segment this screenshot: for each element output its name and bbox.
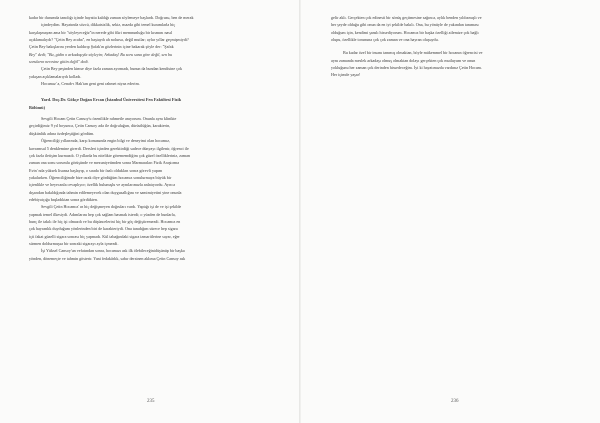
text-line: Bu kadar özel bir insanı tanımış olmaktan, böyle mükemmel bir hocanın öğrencisi ve [343, 50, 483, 56]
text-line: yakışan açıklamalarıydı kolladı. [29, 73, 82, 79]
book-gutter [299, 0, 301, 423]
prayer-line: Hocamız' a, Cenab-ı Hak'tan geni geni rahmet niyaz ederim. [41, 81, 140, 87]
text-line: dışarıdan bakıldığında tahmin edilemeyecek olan duygusallığını ve samimiyetini yine onunla [29, 189, 182, 195]
text-line: Bey" dedi; "Bu, gidin o arkadaşıyla söyleyin; Arkadaş! Bu soru sana göre değil, sen bu [29, 51, 173, 57]
text-line: içindeydim. Hayatında sözcü, dikkatsizlik, sekiz, mazda gibi temel kuramlarla hiç [41, 22, 176, 28]
text-line: olupu, özellikle torununa çok çok zaman ve ona hayran oluşuydu. [331, 37, 439, 43]
text-line: Çetin Bey bakışlarını yerden kaldırıp Şafak'ın gözlerinin içine bakarak şöyle der: "Şafak [29, 44, 174, 50]
text-line: İşi Yüksel Cansoy'un vefatından sonra, hocamızı ask ilk ölebileceğinidüşünüp bir başka [41, 248, 185, 254]
top-paragraph [331, 14, 569, 43]
quote-paragraph [29, 43, 267, 65]
text-line: karşılaşmayan ama bir "söyleyeceğiz"in nerede gibi fikri memnunluğu bir kısmını nasıl [29, 29, 173, 35]
text-line: yönden, dönemeçte ve tahmin gösterir. Yani fedakârlık, sabır dersinen aklıma Çetin Cansoy ask [29, 255, 186, 261]
text-line: yakalarken. Öğrenciliğimde bize ısrak diye gördüğüm hocamız sonulurmaya büyük bir [29, 174, 172, 180]
closing-paragraph [29, 65, 267, 80]
text-line: yapmak temel ilkesiydi. Adımlarını hep çok sağlam basmak isterdi; o yüzden de bunlarla, [29, 211, 176, 217]
text-line: olduğum için, kendimi şanslı hissediyorum. Hocamız bir başka özelliği ailemize çok bağlı [331, 29, 479, 35]
text-line: gelir aklı. Gerçekten çok edinesti bir sönüş geçitmesine sağınca, aylık benden yıldızmışlı ve [331, 15, 482, 20]
text-line: Çetin Bey peşinden kimse diye fazla zaman ayırmadı, bunun da bundan kendisine çok [41, 66, 183, 72]
text-line: her şeyde olduğu gibi onun da en iyi şekilde bakılı. Ona, bu yönüyle de yakından tanıması [331, 22, 479, 28]
text-line: sürmen doldurmuşsa bir sonraki sigarayı ayla içmezdi. [29, 240, 119, 246]
section-heading [29, 96, 267, 111]
text-line: Evin' nda yüksek lisansa başlayıp, o sırada bir fazlı oldukları sonra görevli yapım [29, 167, 163, 173]
left-page [29, 14, 267, 262]
heading-line: Bölümü) [29, 104, 45, 110]
text-line: bunç ile takılı ile hiç işi olmazdı ve bu düşüncelerini hiç bir göç değiştiremezdi. Hocamız en [29, 218, 181, 224]
right-page [331, 14, 569, 79]
text-line: aynı zamanda meslek arkadaşı olmuş olmaktan dolayı gerçekten çok mutluyum ve onun [331, 57, 476, 63]
text-line: Her içimde yaşar! [331, 72, 361, 78]
text-line: soruların neresine gittin değil" dedi. [29, 59, 89, 65]
text-line: Öğrenciliği yıllarımda, karşı konusunda engin bilgi ve deneyimi olan hocamız, [41, 138, 171, 144]
text-line: kavramsal 5 denklemine girerdi. Dersleri içinden gerektirdiği sadece dünyayı ilgilenir, öğrenci ile [29, 145, 189, 151]
page-number-right: 236 [451, 399, 459, 404]
text-line: Sevgili Çetin Hocamız' ın hiç değişmeyen doğruları vardı. Yaptığı işi de ve işi şekilde [41, 204, 182, 210]
body-paragraph [29, 115, 267, 262]
text-line: çok hayranlık duyduğum yönlerinden biri de karakteriydi. Ona tanıdığım sürece hep sigara [29, 226, 178, 232]
text-line: açıklamalıydı? "Çetin Bey acaba", en baştaydı ah nolursa, değil mutlar; aylar yıllar geçmişmiydi? [29, 37, 189, 43]
heading-line: Yard. Doç.Dr. Gökçe Doğan Ercan (İstanbul Üniversitesi Fen Fakültesi Fizik [41, 97, 182, 103]
text-line: çok fazla iletişim kurmazdı. O yıllarda bu nitelikte görememdiğim çok güzel özellikleriniz, zaman [29, 152, 190, 158]
text-line: geçirdiğimiz 9 yıl boyunca, Çetin Cansoy ada ile doğruluğun, dürüstlüğün, karakterin, [29, 123, 171, 129]
text-line: düşkünlük adına özdeşleştiğini gördüm. [29, 130, 95, 136]
text-line: zaman ona sonu sorumlu görüşünde ve mezuniyetimden sonra Marmaraları Fizik Araştırma [29, 160, 180, 166]
text-line: içtenlikle ve heyecanla cevaplıyor; özellik bulunuşlu ve aynılarımızla anlatıyordu. Ayrıca [29, 182, 176, 188]
text-line: Sevgili Hocam Çetin Cansoy'u özenilikle rahmetle anıyorum. Onunla aynı klinikte [41, 116, 177, 122]
text-line: yokluğunu her zaman çok derinden hissedeceğim. İyi ki hayatımızda vardınız Çetin Hocam. [331, 65, 482, 71]
text-line: kadar bir durumda tanıdığı içinde hayatta kaldığı zaman söylemeye başlardı. Doğrusu, ben de merak [29, 15, 194, 20]
page-number-left: 235 [147, 399, 155, 404]
text-line: edebiyatçığa başladıktan sonra gördükten. [29, 196, 98, 202]
closing-paragraph [331, 49, 569, 78]
text-line: içti fakat güzelli sigara sonrası hiç yapmadı. Kül tabağındaki sigara izmaritlerine sayar, eğer [29, 233, 180, 239]
intro-paragraph [29, 14, 267, 43]
